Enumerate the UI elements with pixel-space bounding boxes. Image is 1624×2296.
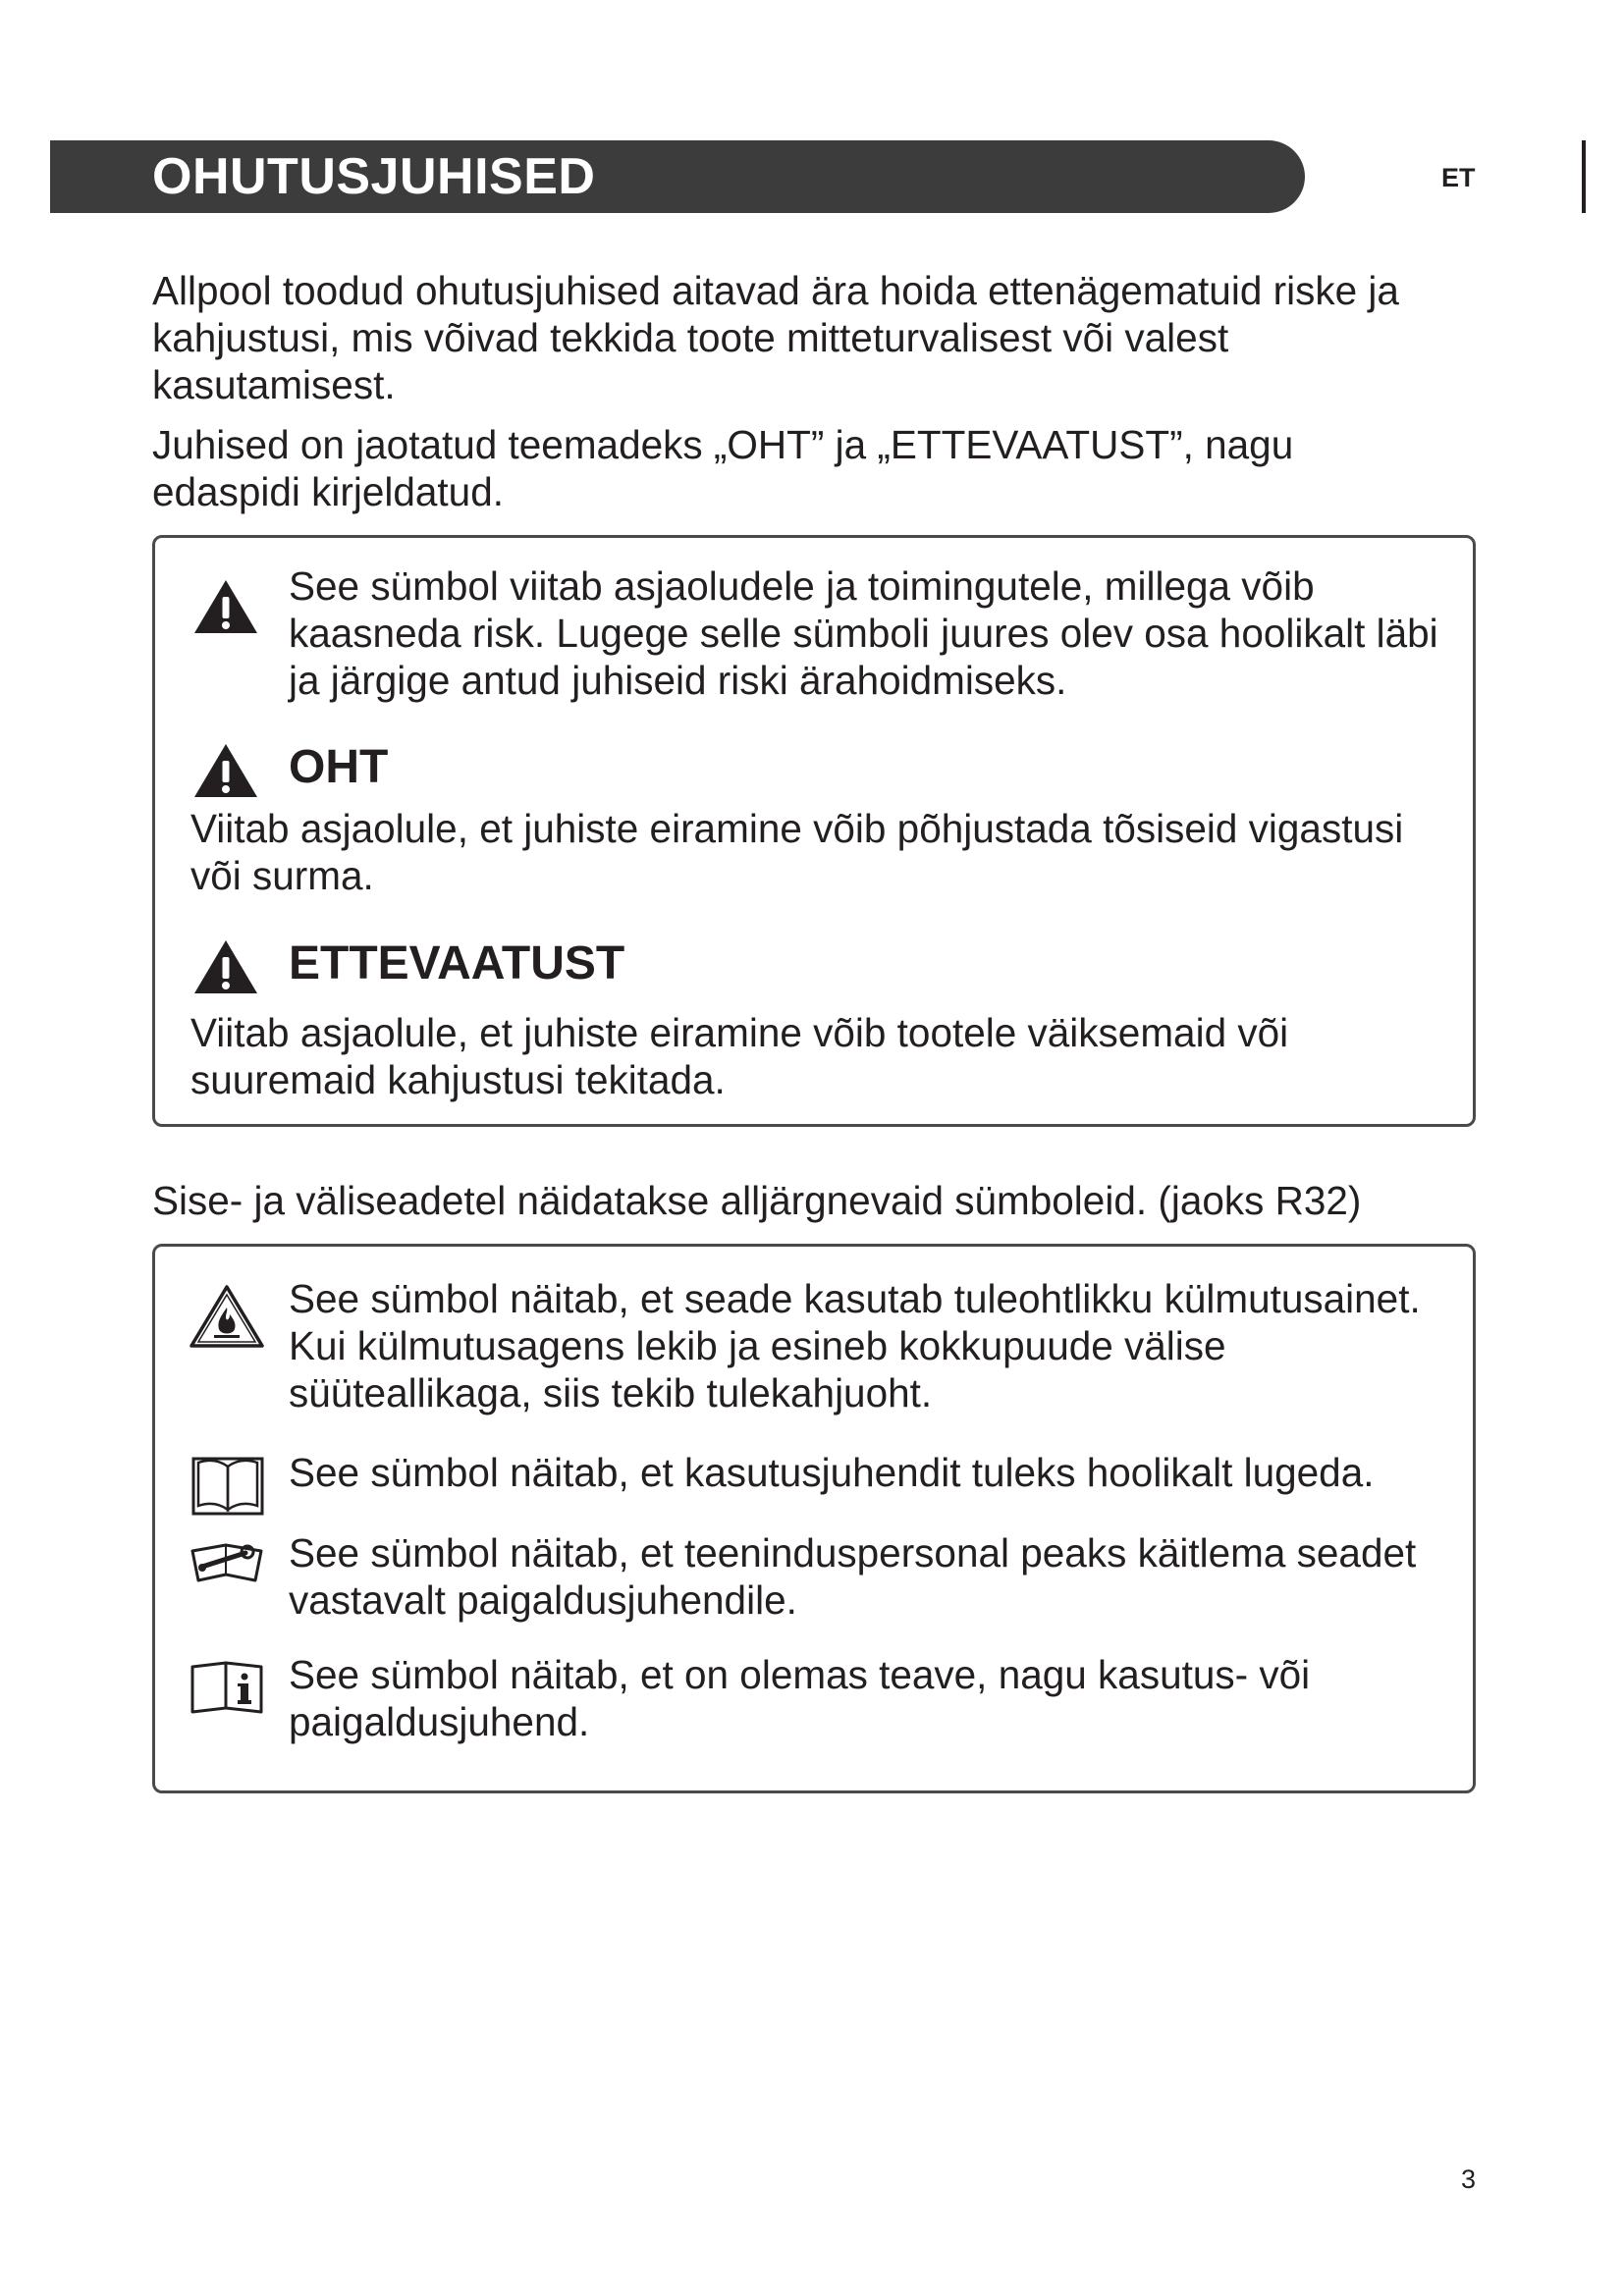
manual-symbol-description: See sümbol näitab, et kasutusjuhendit tuleks hoolikalt lugeda.	[289, 1450, 1375, 1495]
danger-label: OHT	[289, 741, 389, 793]
flammable-symbol-description: See sümbol näitab, et seade kasutab tuleohtlikku külmutusainet. Kui külmutusagens lekib ja esineb kokkupuude välise süüteallikaga, siis tekib tulekahjuoht.	[289, 1276, 1421, 1415]
language-code: ET	[1441, 163, 1476, 192]
danger-warning-icon	[192, 742, 259, 799]
side-divider	[1582, 140, 1586, 213]
danger-description: Viitab asjaolule, et juhiste eiramine võib põhjustada tõsiseid vigastusi või surma.	[190, 806, 1404, 898]
section-title: OHUTUSJUHISED	[152, 148, 596, 205]
open-book-icon	[190, 1453, 265, 1518]
service-manual-icon	[189, 1531, 267, 1590]
intro-paragraph-2: Juhised on jaotatud teemadeks „OHT” ja „ETTEVAATUST”, nagu edaspidi kirjeldatud.	[152, 422, 1294, 514]
intro-paragraph-1: Allpool toodud ohutusjuhised aitavad ära hoida ettenägematuid riske ja kahjustusi, mis võivad tekkida toote mitteturvalisest või valest kasutamisest.	[152, 268, 1399, 407]
info-symbol-description: See sümbol näitab, et on olemas teave, nagu kasutus- või paigaldusjuhend.	[289, 1652, 1311, 1744]
caution-label: ETTEVAATUST	[289, 937, 625, 989]
warning-definitions-box	[152, 535, 1476, 1127]
flammable-warning-icon	[189, 1284, 265, 1349]
caution-warning-icon	[192, 938, 259, 995]
info-book-icon	[189, 1657, 267, 1714]
symbols-intro: Sise- ja väliseadetel näidatakse alljärgnevaid sümboleid. (jaoks R32)	[152, 1178, 1362, 1223]
section-header-bar	[50, 140, 1305, 213]
symbols-box	[152, 1244, 1476, 1793]
service-symbol-description: See sümbol näitab, et teeninduspersonal peaks käitlema seadet vastavalt paigaldusjuhendile.	[289, 1530, 1417, 1623]
caution-description: Viitab asjaolule, et juhiste eiramine võib tootele väiksemaid või suuremaid kahjustusi tekitada.	[190, 1010, 1289, 1102]
warning-symbol-description: See sümbol viitab asjaoludele ja toimingutele, millega võib kaasneda risk. Lugege selle sümboli juures olev osa hoolikalt läbi ja järgige antud juhiseid riski ärahoidmiseks.	[289, 563, 1438, 703]
warning-triangle-icon	[192, 578, 259, 635]
page-number: 3	[1461, 2164, 1477, 2194]
